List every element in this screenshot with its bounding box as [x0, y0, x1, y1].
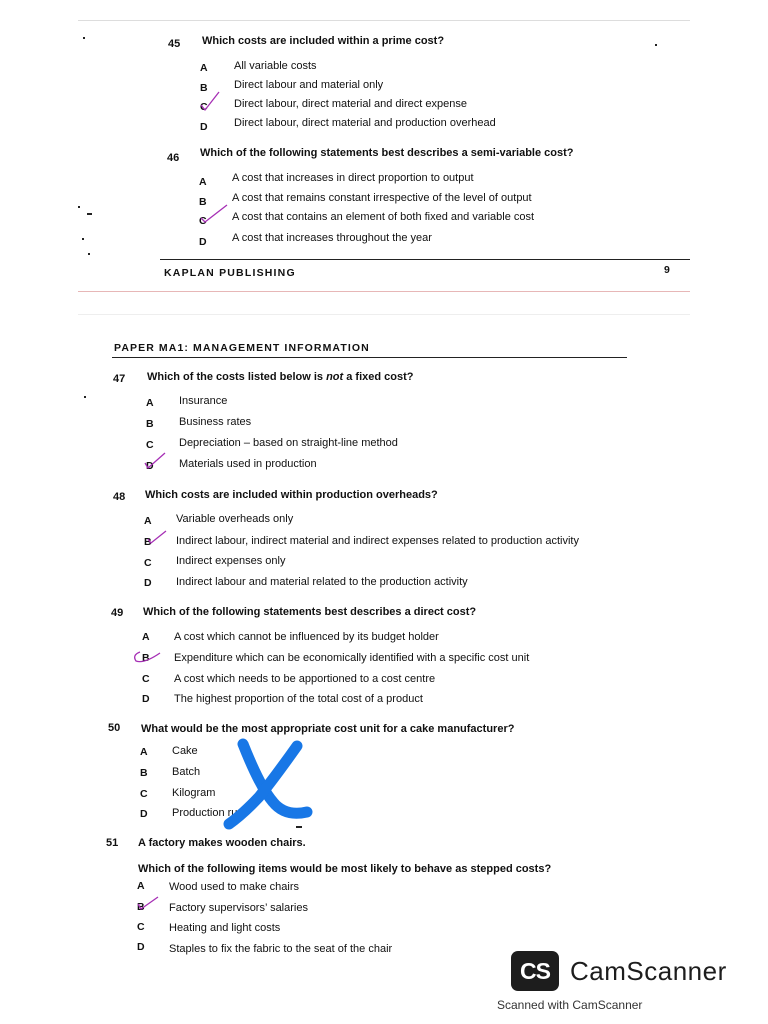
camscanner-logo-icon: CS: [511, 951, 559, 991]
option-letter: B: [200, 82, 208, 94]
option-text: Kilogram: [172, 787, 216, 799]
option-letter: D: [199, 236, 207, 248]
option-letter: A: [144, 515, 152, 527]
option-text: A cost that remains constant irrespective of the level of output: [232, 192, 532, 204]
page-number: 9: [664, 264, 672, 276]
answer-tick-icon: [199, 202, 229, 224]
scan-speck: [88, 253, 90, 255]
scan-speck: [78, 206, 80, 208]
top-page-footer-rule: [160, 259, 690, 260]
option-text: Expenditure which can be economically identified with a specific cost unit: [174, 652, 530, 664]
option-letter: C: [142, 673, 150, 685]
option-letter: D: [137, 941, 145, 953]
option-text: Staples to fix the fabric to the seat of the chair: [169, 943, 393, 955]
option-letter: A: [137, 880, 145, 892]
question-text: Which costs are included within production overheads?: [145, 489, 438, 501]
question-number: 46: [167, 152, 180, 164]
option-letter: D: [144, 577, 152, 589]
option-letter: C: [140, 788, 148, 800]
page-edge-line: [78, 314, 690, 315]
question-subtext: Which of the following items would be most likely to behave as stepped costs?: [138, 863, 552, 875]
question-text: Which of the following statements best describes a semi-variable cost?: [200, 147, 574, 159]
option-text: A cost which cannot be influenced by its budget holder: [174, 631, 439, 643]
option-letter: B: [144, 536, 152, 548]
question-number: 45: [168, 38, 181, 50]
question-number: 50: [108, 722, 121, 734]
option-letter: D: [200, 121, 208, 133]
option-text: Depreciation – based on straight-line method: [179, 437, 398, 449]
option-text: Indirect labour, indirect material and indirect expenses related to production activity: [176, 535, 579, 547]
option-letter: D: [146, 460, 154, 472]
option-letter: A: [200, 62, 208, 74]
option-text: A cost that contains an element of both fixed and variable cost: [232, 211, 535, 223]
option-text: Direct labour, direct material and direct expense: [234, 98, 467, 110]
answer-tick-icon: [199, 90, 221, 112]
answer-tick-icon: [136, 894, 160, 912]
option-letter: B: [142, 652, 150, 664]
scan-speck: [83, 37, 85, 39]
question-text: What would be the most appropriate cost unit for a cake manufacturer?: [141, 723, 515, 735]
option-text: A cost which needs to be apportioned to a cost centre: [174, 673, 436, 685]
option-text: Materials used in production: [179, 458, 317, 470]
option-text: All variable costs: [234, 60, 317, 72]
question-text: Which costs are included within a prime cost?: [202, 35, 445, 47]
option-letter: C: [146, 439, 154, 451]
scan-speck: [82, 238, 84, 240]
option-letter: D: [142, 693, 150, 705]
scan-speck: [655, 44, 657, 46]
answer-tick-icon: [143, 450, 167, 470]
scan-speck: [84, 396, 86, 398]
page-header: PAPER MA1: MANAGEMENT INFORMATION: [114, 342, 370, 354]
header-rule: [112, 357, 627, 358]
answer-circle-icon: [130, 649, 162, 665]
question-number: 47: [113, 373, 126, 385]
option-text: Batch: [172, 766, 201, 778]
top-page-top-rule: [78, 20, 690, 21]
camscanner-brand: CamScanner: [570, 956, 727, 986]
option-text: Indirect labour and material related to the production activity: [176, 576, 468, 588]
option-text: A cost that increases throughout the year: [232, 232, 432, 244]
page-edge-line: [78, 291, 690, 292]
option-text: Wood used to make chairs: [169, 881, 300, 893]
scan-speck: [296, 826, 302, 828]
camscanner-caption: Scanned with CamScanner: [497, 998, 643, 1012]
option-letter: C: [144, 557, 152, 569]
question-number: 49: [111, 607, 124, 619]
option-letter: B: [140, 767, 148, 779]
publisher-footer: KAPLAN PUBLISHING: [164, 267, 296, 279]
question-number: 51: [106, 837, 119, 849]
question-text: A factory makes wooden chairs.: [138, 837, 306, 849]
option-text: Heating and light costs: [169, 922, 281, 934]
option-letter: B: [137, 901, 145, 913]
option-letter: C: [199, 215, 207, 227]
option-letter: B: [146, 418, 154, 430]
question-text: Which of the following statements best describes a direct cost?: [143, 606, 477, 618]
option-letter: A: [140, 746, 148, 758]
question-number: 48: [113, 491, 126, 503]
option-letter: B: [199, 196, 207, 208]
question-text: Which of the costs listed below is not a fixed cost?: [147, 371, 414, 383]
option-text: The highest proportion of the total cost of a product: [174, 693, 423, 705]
option-text: Cake: [172, 745, 198, 757]
option-letter: D: [140, 808, 148, 820]
option-letter: A: [199, 176, 207, 188]
option-text: Production run: [172, 807, 244, 819]
option-letter: C: [200, 101, 208, 113]
option-letter: C: [137, 921, 145, 933]
option-text: Direct labour, direct material and production overhead: [234, 117, 496, 129]
option-text: Direct labour and material only: [234, 79, 384, 91]
option-text: A cost that increases in direct proportion to output: [232, 172, 474, 184]
option-text: Indirect expenses only: [176, 555, 286, 567]
cross-mark-icon: [215, 732, 325, 837]
option-letter: A: [142, 631, 150, 643]
option-text: Insurance: [179, 395, 228, 407]
option-text: Variable overheads only: [176, 513, 294, 525]
option-letter: A: [146, 397, 154, 409]
option-text: Factory supervisors’ salaries: [169, 902, 308, 914]
answer-tick-icon: [146, 529, 168, 545]
scan-speck: [87, 213, 92, 215]
option-text: Business rates: [179, 416, 252, 428]
